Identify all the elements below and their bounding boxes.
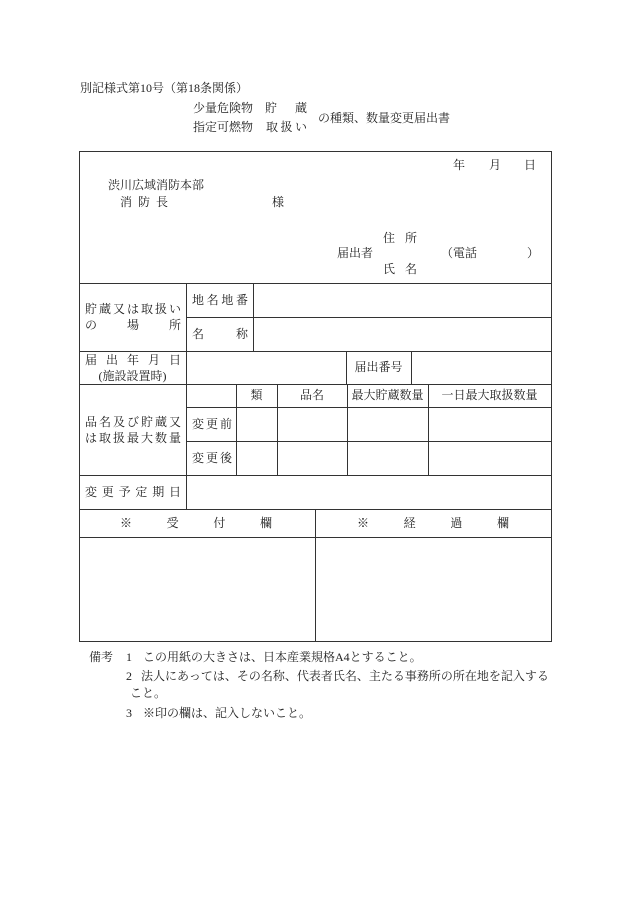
- date-month-label: 月: [489, 158, 502, 172]
- filing-date-sublabel: (施設設置時): [98, 369, 167, 383]
- scheduled-change-date-label: 変更予定期日: [85, 485, 181, 499]
- location-label-line1: 貯蔵又は取扱い: [85, 302, 181, 316]
- scheduled-change-date-field: [187, 476, 551, 509]
- applicant-label: 届出者: [337, 246, 374, 260]
- title-suffix: の種類、数量変更届出書: [318, 111, 451, 125]
- note-number: 1: [126, 650, 132, 664]
- row-divider: [186, 441, 551, 442]
- row-divider: [79, 384, 551, 385]
- filing-date-label: 届出年月日: [85, 353, 181, 367]
- reception-area: [80, 538, 315, 641]
- items-label-line2: は取扱最大数量: [85, 431, 181, 445]
- after-change-label: 変更後: [192, 451, 232, 465]
- filing-number-field: [412, 352, 551, 384]
- progress-column-header: ※経過欄: [357, 516, 509, 530]
- filing-date-field: [187, 352, 346, 384]
- date-year-label: 年: [453, 158, 466, 172]
- column-header-max-storage: 最大貯蔵数量: [351, 388, 424, 402]
- note-text: この用紙の大きさは、日本産業規格A4とすること。: [143, 650, 422, 664]
- applicant-address-label: 住所: [383, 231, 417, 245]
- note-text: ※印の欄は、記入しないこと。: [143, 706, 312, 720]
- form-reference: 別記様式第10号（第18条関係）: [80, 81, 249, 95]
- reception-column-header: ※受付欄: [120, 516, 272, 530]
- applicant-phone-open: （電話: [441, 246, 478, 260]
- column-header-item-name: 品名: [299, 388, 324, 402]
- column-header-type: 類: [250, 388, 263, 402]
- note-text: 法人にあっては、その名称、代表者氏名、主たる事務所の所在地を記入する: [141, 669, 549, 683]
- note-number: 2: [126, 669, 132, 683]
- before-change-label: 変更前: [192, 417, 232, 431]
- facility-name-field: [254, 318, 551, 351]
- title-storage: 貯蔵: [265, 101, 307, 115]
- addressee-chief: 消防長: [120, 195, 168, 209]
- title-small-quantity: 少量危険物: [193, 101, 254, 115]
- facility-name-label: 名称: [192, 327, 248, 341]
- applicant-name-label: 氏名: [383, 262, 417, 276]
- title-handling: 取扱い: [266, 120, 307, 134]
- address-number-label: 地名地番: [192, 293, 248, 307]
- title-designated: 指定可燃物: [193, 120, 254, 134]
- filing-number-label: 届出番号: [354, 360, 403, 374]
- applicant-phone-close: ）: [527, 246, 540, 260]
- addressee-honorific: 様: [272, 195, 285, 209]
- notes-label: 備考: [89, 650, 114, 664]
- note-number: 3: [126, 706, 132, 720]
- items-label-line1: 品名及び貯蔵又: [85, 415, 181, 429]
- row-divider: [186, 407, 551, 408]
- address-number-field: [254, 284, 551, 317]
- location-label-line2: の場所: [85, 318, 181, 332]
- addressee-organization: 渋川広域消防本部: [108, 178, 205, 192]
- column-header-max-daily-handling: 一日最大取扱数量: [441, 388, 538, 402]
- note-text-continuation: こと。: [130, 686, 167, 700]
- progress-area: [316, 538, 551, 641]
- date-day-label: 日: [524, 158, 537, 172]
